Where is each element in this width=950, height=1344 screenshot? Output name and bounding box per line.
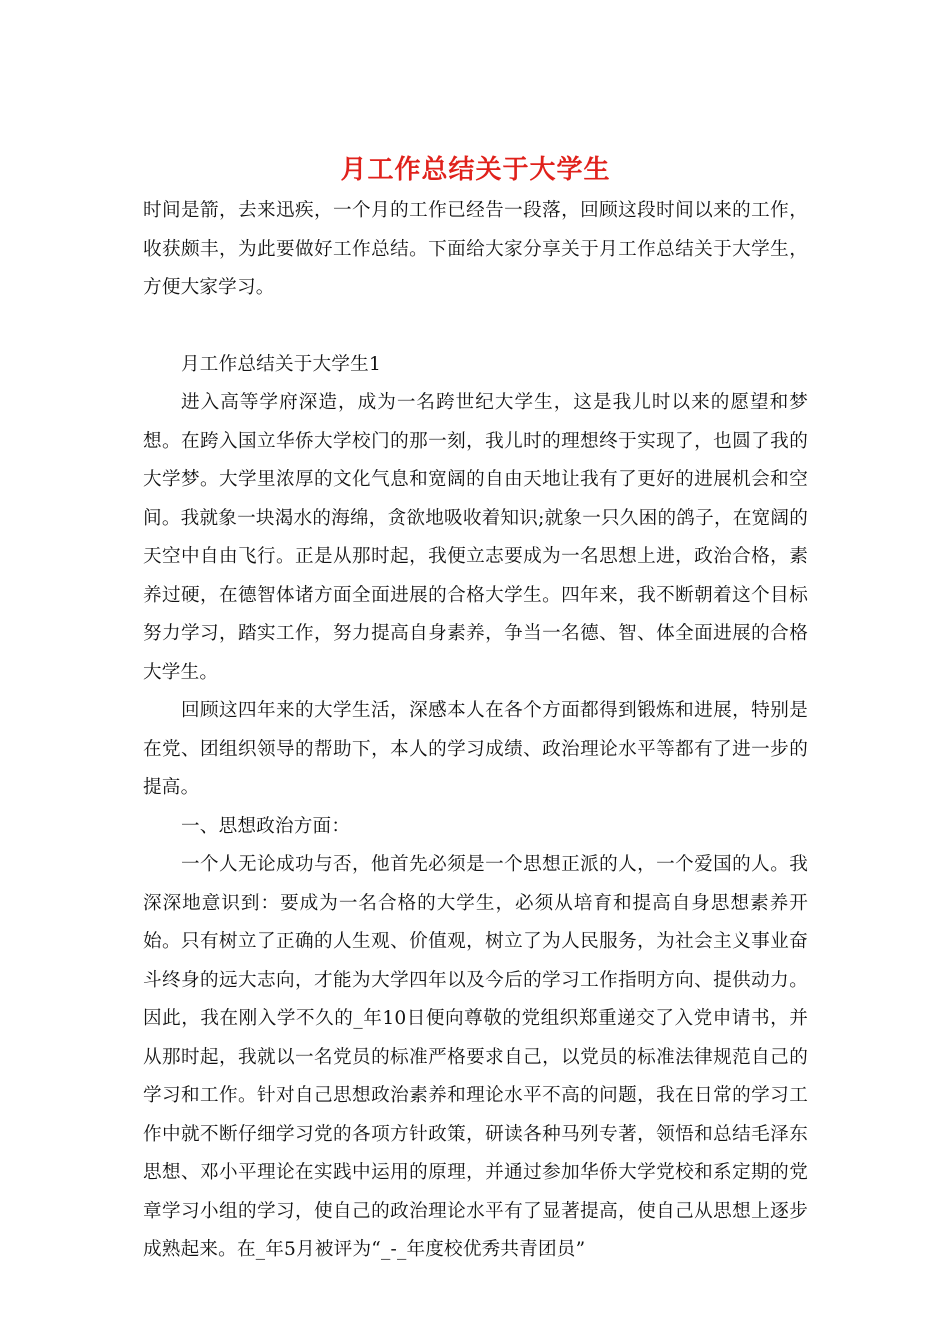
paragraph-gap	[143, 308, 808, 346]
document-page	[143, 148, 808, 1270]
body-paragraph-3: 一个人无论成功与否，他首先必须是一个思想正派的人，一个爱国的人。我深深地意识到：要成为一名合格的大学生，必须从培育和提高自身思想素养开始。只有树立了正确的人生观、价值观，树立了为人民服务，为社会主义事业奋斗终身的远大志向，才能为大学四年以及今后的学习工作指明方向、提供动力。因此，我在刚入学不久的_年10日便向尊敬的党组织郑重递交了入党申请书，并从那时起，我就以一名党员的标准严格要求自己，以党员的标准法律规范自己的学习和工作。针对自己思想政治素养和理论水平不高的问题，我在日常的学习工作中就不断仔细学习党的各项方针政策，研读各种马列专著，领悟和总结毛泽东思想、邓小平理论在实践中运用的原理，并通过参加华侨大学党校和系定期的党章学习小组的学习，使自己的政治理论水平有了显著提高，使自己从思想上逐步成熟起来。在_年5月被评为“_-_年度校优秀共青团员”	[143, 854, 808, 1260]
body-paragraph-2: 回顾这四年来的大学生活，深感本人在各个方面都得到锻炼和进展，特别是在党、团组织领导的帮助下，本人的学习成绩、政治理论水平等都有了进一步的提高。	[143, 700, 808, 798]
intro-paragraph: 时间是箭，去来迅疾，一个月的工作已经告一段落，回顾这段时间以来的工作，收获颇丰，为此要做好工作总结。下面给大家分享关于月工作总结关于大学生，方便大家学习。	[143, 200, 808, 298]
subsection-heading: 一、思想政治方面：	[181, 815, 351, 837]
document-title: 月工作总结关于大学生	[340, 155, 611, 185]
body-paragraph-1: 进入高等学府深造，成为一名跨世纪大学生，这是我儿时以来的愿望和梦想。在跨入国立华侨大学校门的那一刻，我儿时的理想终于实现了，也圆了我的大学梦。大学里浓厚的文化气息和宽阔的自由天地让我有了更好的进展机会和空间。我就象一块渴水的海绵，贪欲地吸收着知识;就象一只久困的鸽子，在宽阔的天空中自由飞行。正是从那时起，我便立志要成为一名思想上进，政治合格，素养过硬，在德智体诸方面全面进展的合格大学生。四年来，我不断朝着这个目标努力学习，踏实工作，努力提高自身素养，争当一名德、智、体全面进展的合格大学生。	[143, 392, 808, 683]
section-heading: 月工作总结关于大学生1	[181, 353, 381, 375]
